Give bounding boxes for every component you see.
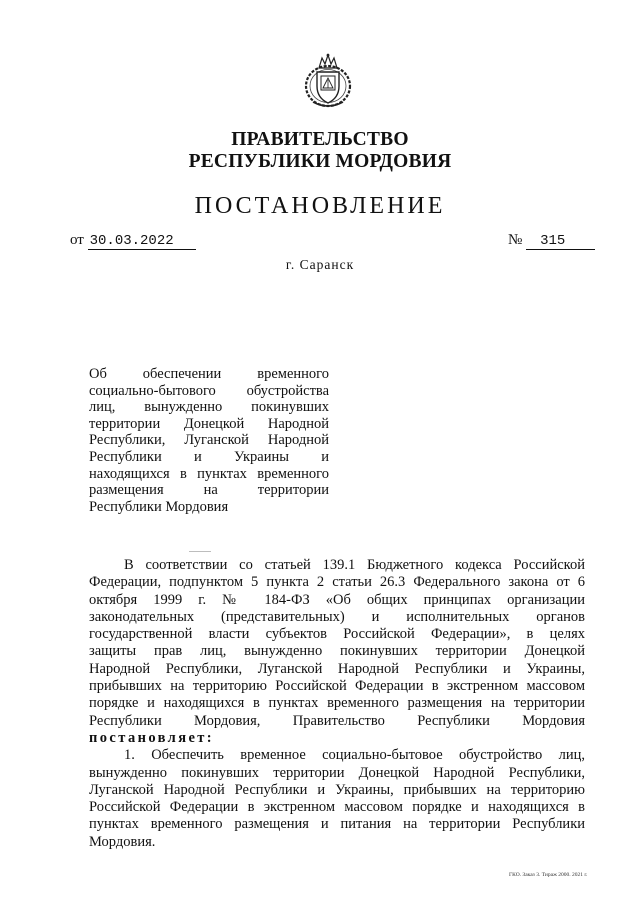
document-number: 315 xyxy=(526,233,595,250)
preamble-line: Народной Республики, Луганской Народной Республики и Украины, xyxy=(89,660,585,677)
subject-line: Об обеспечении временного xyxy=(89,366,329,382)
date-prefix: от xyxy=(70,232,84,248)
document-type-title: ПОСТАНОВЛЕНИЕ xyxy=(194,193,446,219)
print-footer-note: ГКО. Заказ 3. Тираж 2000. 2021 г. xyxy=(509,872,588,878)
preamble-line: порядке и находящихся в пунктах временного размещения на территории xyxy=(89,695,585,712)
government-title-line1: ПРАВИТЕЛЬСТВО xyxy=(231,129,409,150)
coat-of-arms-icon xyxy=(301,52,355,110)
item-line: 1. Обеспечить временное социально-бытовое обустройство лиц, xyxy=(124,747,585,764)
subject-line: размещения на территории xyxy=(89,482,329,499)
item-line: Российской Федерации в экстренном массовом порядке и находящихся в xyxy=(89,799,585,816)
number-prefix: № xyxy=(508,232,523,248)
preamble-line: защиты прав лиц, вынужденно покинувших территории Донецкой xyxy=(89,643,585,660)
subject-line: территории Донецкой Народной xyxy=(89,415,329,432)
resolves-keyword: постановляет: xyxy=(89,729,215,746)
section-divider xyxy=(189,551,211,552)
subject-line: Республики и Украины и xyxy=(89,448,329,465)
preamble-line: прибывших на территорию Российской Федерации в экстренном массовом xyxy=(89,678,585,695)
government-title-line2: РЕСПУБЛИКИ МОРДОВИЯ xyxy=(188,151,452,172)
preamble-line: В соответствии со статьей 139.1 Бюджетного кодекса Российской xyxy=(124,557,585,573)
preamble-line: октября 1999 г. № 184-ФЗ «Об общих принципах организации xyxy=(89,591,585,608)
subject-line: Республики Мордовия xyxy=(89,498,229,515)
subject-line: находящихся в пунктах временного xyxy=(89,465,329,482)
subject-line: социально-бытового обустройства xyxy=(89,382,329,399)
preamble-line: Федерации, подпунктом 5 пункта 2 статьи 26.3 Федерального закона от 6 xyxy=(89,574,585,591)
item-line: пунктах временного размещения и питания на территории Республики xyxy=(89,816,585,833)
document-number-row xyxy=(508,231,595,250)
subject-line: Республики, Луганской Народной xyxy=(89,432,329,449)
document-subject xyxy=(89,366,329,515)
document-body xyxy=(89,557,585,851)
preamble-line: законодательных (представительных) и исполнительных органов xyxy=(89,608,585,625)
item-line: Луганской Народной Республики и Украины, прибывших на территорию xyxy=(89,781,585,798)
preamble-line: государственной власти субъектов Российской Федерации», в целях xyxy=(89,626,585,643)
item-line: вынужденно покинувших территории Донецкой Народной Республики, xyxy=(89,764,585,781)
subject-line: лиц, вынужденно покинувших xyxy=(89,399,329,416)
document-date-row xyxy=(70,231,196,250)
document-date: 30.03.2022 xyxy=(88,233,196,250)
document-city: г. Саранск xyxy=(285,257,355,272)
item-line: Мордовия. xyxy=(89,833,156,850)
preamble-line: Республики Мордовия, Правительство Республики Мордовия xyxy=(89,712,585,729)
